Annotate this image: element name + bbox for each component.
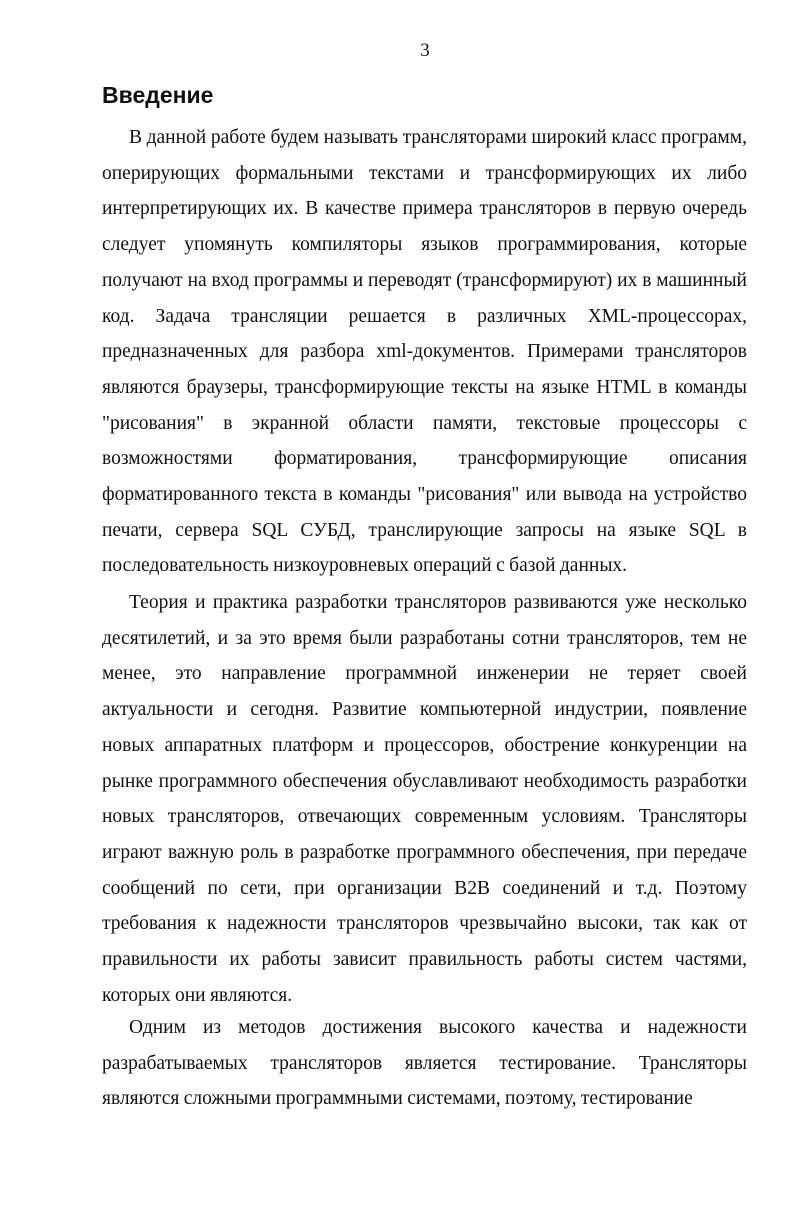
paragraph-testing: Одним из методов достижения высокого качества и надежности разрабатываемых трансляторов является тестирование. Трансляторы являются сложными программными системами, поэтому, тестирование [102, 1017, 747, 1110]
page-number: 3 [420, 40, 430, 61]
section-heading: Введение [102, 82, 214, 108]
paragraph-intro: В данной работе будем называть трансляторами широкий класс программ, оперирующих формальными текстами и трансформирующих их либо интерпретирующих их. В качестве примера трансляторов в первую очередь следует упомянуть компиляторы языков программирования, которые получают на вход программы и переводят (трансформируют) их в машинный код. Задача трансляции решается в различных XML-процессорах, предназначенных для разбора xml-документов. Примерами трансляторов являются браузеры, трансформирующие тексты на языке HTML в команды "рисования" в экранной области памяти, текстовые процессоры с возможностями форматирования, трансформирующие описания форматированного текста в команды "рисования" или вывода на устройство печати, сервера SQL СУБД, транслирующие запросы на языке SQL в последовательность низкоуровневых операций с базой данных. [102, 127, 747, 577]
paragraph-theory: Теория и практика разработки трансляторов развиваются уже несколько десятилетий, и за это время были разработаны сотни трансляторов, тем не менее, это направление программной инженерии не теряет своей актуальности и сегодня. Развитие компьютерной индустрии, появление новых аппаратных платформ и процессоров, обострение конкуренции на рынке программного обеспечения обуславливают необходимость разработки новых трансляторов, отвечающих современным условиям. Трансляторы играют важную роль в разработке программного обеспечения, при передаче сообщений по сети, при организации B2B соединений и т.д. Поэтому требования к надежности трансляторов чрезвычайно высоки, так как от правильности их работы зависит правильность работы систем частями, которых они являются. [102, 592, 747, 1006]
